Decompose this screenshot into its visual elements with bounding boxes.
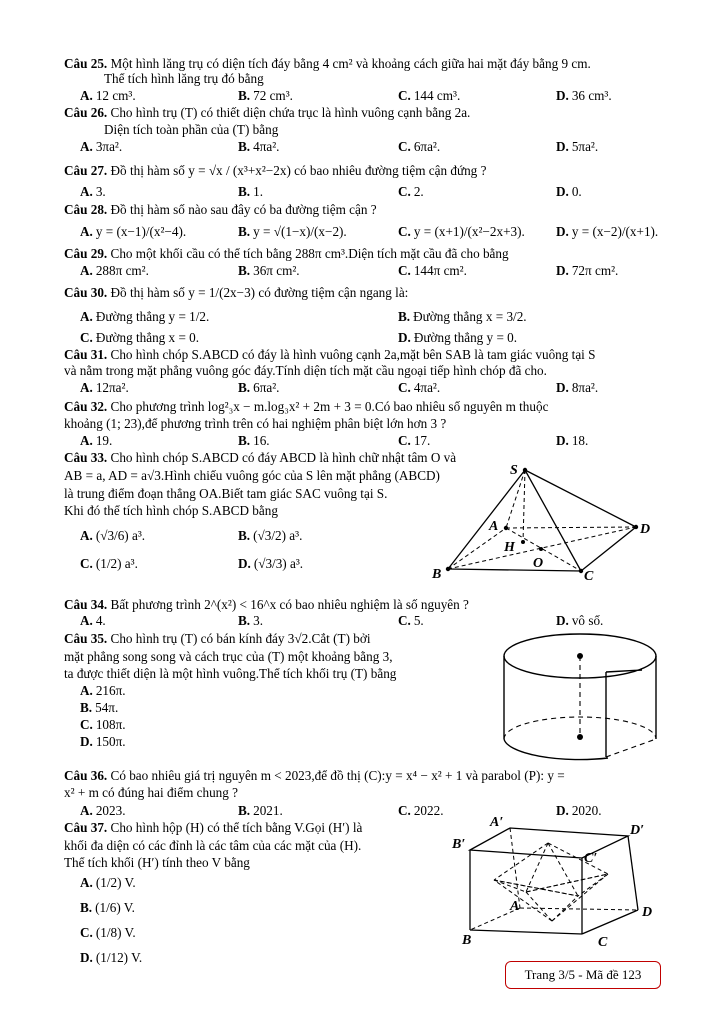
q25-option-d[interactable]: D. 36 cm³. [556, 88, 612, 103]
q28-option-a[interactable]: A. y = (x−1)/(x²−4). [80, 224, 187, 239]
q33-stem-3: là trung điểm đoạn thẳng OA.Biết tam giác SAC vuông tại S. [64, 486, 388, 501]
label-a1: A′ [490, 815, 504, 830]
q25-option-c[interactable]: C. 144 cm³. [398, 88, 461, 103]
label-a: A [489, 519, 499, 534]
q33-stem-1: Câu 33. Cho hình chóp S.ABCD có đáy ABCD là hình chữ nhật tâm O và [64, 450, 457, 465]
q36-stem-2: x² + m có đúng hai điểm chung ? [64, 785, 239, 800]
q30-stem: Câu 30. Đồ thị hàm số y = 1/(2x−3) có đường tiệm cận ngang là: [64, 285, 409, 300]
q35-stem-2: mặt phẳng song song và cách trục của (T) một khoảng bằng 3, [64, 649, 393, 664]
q28-option-d[interactable]: D. y = (x−2)/(x+1). [556, 224, 659, 239]
q32-option-a[interactable]: A. 19. [80, 433, 113, 448]
q36-stem-1: Câu 36. Có bao nhiêu giá trị nguyên m < 2023,để đồ thị (C):y = x⁴ − x² + 1 và parabol (P): y = [64, 768, 565, 783]
q26-option-d[interactable]: D. 5πa². [556, 139, 599, 154]
q28-option-b[interactable]: B. y = √(1−x)/(x−2). [238, 224, 347, 239]
q29-option-b[interactable]: B. 36π cm². [238, 263, 300, 278]
q29-option-a[interactable]: A. 288π cm². [80, 263, 149, 278]
label-d: D [642, 905, 653, 920]
q33-option-a[interactable]: A. (√3/6) a³. [80, 528, 146, 543]
q31-option-c[interactable]: C. 4πa². [398, 380, 441, 395]
q37-stem-2: khối đa diện có các đỉnh là các tâm của các mặt của (H). [64, 838, 362, 853]
q32-stem-2: khoảng (1; 23),để phương trình trên có hai nghiệm phân biệt lớn hơn 3 ? [64, 416, 447, 431]
q37-option-d[interactable]: D. (1/12) V. [80, 950, 143, 965]
page-footer: Trang 3/5 - Mã đề 123 [505, 961, 661, 989]
q31-stem-1: Câu 31. Cho hình chóp S.ABCD có đáy là hình vuông cạnh 2a,mặt bên SAB là tam giác vuông tại S [64, 347, 596, 362]
label-b: B [462, 933, 472, 948]
q34-option-a[interactable]: A. 4. [80, 613, 106, 628]
label-c1: C′ [584, 851, 598, 866]
box-figure [448, 810, 662, 954]
q30-option-c[interactable]: C. Đường thẳng x = 0. [80, 330, 200, 345]
q37-option-c[interactable]: C. (1/8) V. [80, 925, 136, 940]
label-a: A [510, 899, 520, 914]
q31-option-d[interactable]: D. 8πa². [556, 380, 599, 395]
q33-option-d[interactable]: D. (√3/3) a³. [238, 556, 304, 571]
q33-option-c[interactable]: C. (1/2) a³. [80, 556, 138, 571]
q36-option-a[interactable]: A. 2023. [80, 803, 126, 818]
q35-stem-1: Câu 35. Cho hình trụ (T) có bán kính đáy 3√2.Cắt (T) bởi [64, 631, 371, 646]
q34-option-c[interactable]: C. 5. [398, 613, 424, 628]
cylinder-figure [496, 630, 666, 768]
q25-stem-2: Thể tích hình lăng trụ đó bằng [104, 71, 264, 86]
label-c: C [584, 569, 594, 584]
q35-option-d[interactable]: D. 150π. [80, 734, 126, 749]
q34-option-b[interactable]: B. 3. [238, 613, 263, 628]
q37-stem-3: Thể tích khối (H′) tính theo V bằng [64, 855, 250, 870]
q32-option-d[interactable]: D. 18. [556, 433, 589, 448]
q26-option-c[interactable]: C. 6πa². [398, 139, 441, 154]
q36-option-b[interactable]: B. 2021. [238, 803, 283, 818]
q27-option-c[interactable]: C. 2. [398, 184, 424, 199]
q30-option-d[interactable]: D. Đường thẳng y = 0. [398, 330, 518, 345]
q32-option-b[interactable]: B. 16. [238, 433, 270, 448]
q35-option-a[interactable]: A. 216π. [80, 683, 126, 698]
q34-option-d[interactable]: D. vô số. [556, 613, 604, 628]
label-d1: D′ [630, 823, 645, 838]
q35-option-b[interactable]: B. 54π. [80, 700, 119, 715]
q25-option-b[interactable]: B. 72 cm³. [238, 88, 293, 103]
label-c: C [598, 935, 608, 950]
q33-stem-4: Khi đó thể tích hình chóp S.ABCD bằng [64, 503, 278, 518]
q26-stem-1: Câu 26. Cho hình trụ (T) có thiết diện chứa trục là hình vuông cạnh bằng 2a. [64, 105, 471, 120]
q25-stem-1: Câu 25. Một hình lăng trụ có diện tích đáy bằng 4 cm² và khoảng cách giữa hai mặt đáy bằng 9 cm. [64, 56, 591, 71]
q26-option-b[interactable]: B. 4πa². [238, 139, 280, 154]
q34-stem: Câu 34. Bất phương trình 2^(x²) < 16^x có bao nhiêu nghiệm là số nguyên ? [64, 597, 469, 612]
q28-stem: Câu 28. Đồ thị hàm số nào sau đây có ba đường tiệm cận ? [64, 202, 377, 217]
label-b1: B′ [452, 837, 466, 852]
q27-option-b[interactable]: B. 1. [238, 184, 263, 199]
q37-option-a[interactable]: A. (1/2) V. [80, 875, 136, 890]
q35-stem-3: ta được thiết diện là một hình vuông.Thể tích khối trụ (T) bằng [64, 666, 397, 681]
q25-option-a[interactable]: A. 12 cm³. [80, 88, 136, 103]
q30-option-b[interactable]: B. Đường thẳng x = 3/2. [398, 309, 527, 324]
label-o: O [533, 556, 544, 571]
q37-option-b[interactable]: B. (1/6) V. [80, 900, 135, 915]
q36-option-d[interactable]: D. 2020. [556, 803, 602, 818]
q27-option-d[interactable]: D. 0. [556, 184, 582, 199]
q36-option-c[interactable]: C. 2022. [398, 803, 444, 818]
q30-option-a[interactable]: A. Đường thẳng y = 1/2. [80, 309, 210, 324]
label-h: H [504, 540, 515, 555]
q33-stem-2: AB = a, AD = a√3.Hình chiếu vuông góc của S lên mặt phẳng (ABCD) [64, 468, 440, 483]
q35-option-c[interactable]: C. 108π. [80, 717, 126, 732]
pyramid-figure [428, 458, 656, 584]
q29-option-d[interactable]: D. 72π cm². [556, 263, 619, 278]
q32-option-c[interactable]: C. 17. [398, 433, 431, 448]
q26-option-a[interactable]: A. 3πa². [80, 139, 123, 154]
q33-option-b[interactable]: B. (√3/2) a³. [238, 528, 303, 543]
q37-stem-1: Câu 37. Cho hình hộp (H) có thể tích bằng V.Gọi (H′) là [64, 820, 363, 835]
q31-option-b[interactable]: B. 6πa². [238, 380, 280, 395]
label-d: D [640, 522, 651, 537]
q32-stem-1: Câu 32. Cho phương trình log²₃x − m.log₃x² + 2m + 3 = 0.Có bao nhiêu số nguyên m thuộc [64, 399, 549, 414]
q31-stem-2: và nằm trong mặt phẳng vuông góc đáy.Tính diện tích mặt cầu ngoại tiếp hình chóp đã cho. [64, 363, 547, 378]
q31-option-a[interactable]: A. 12πa². [80, 380, 129, 395]
label-s: S [510, 463, 518, 478]
q27-option-a[interactable]: A. 3. [80, 184, 106, 199]
label-b: B [432, 567, 442, 582]
q27-stem: Câu 27. Đồ thị hàm số y = √x / (x³+x²−2x) có bao nhiêu đường tiệm cận đứng ? [64, 163, 487, 178]
q29-option-c[interactable]: C. 144π cm². [398, 263, 467, 278]
q28-option-c[interactable]: C. y = (x+1)/(x²−2x+3). [398, 224, 525, 239]
q26-stem-2: Diện tích toàn phần của (T) bằng [104, 122, 279, 137]
q29-stem: Câu 29. Cho một khối cầu có thể tích bằng 288π cm³.Diện tích mặt cầu đã cho bằng [64, 246, 509, 261]
